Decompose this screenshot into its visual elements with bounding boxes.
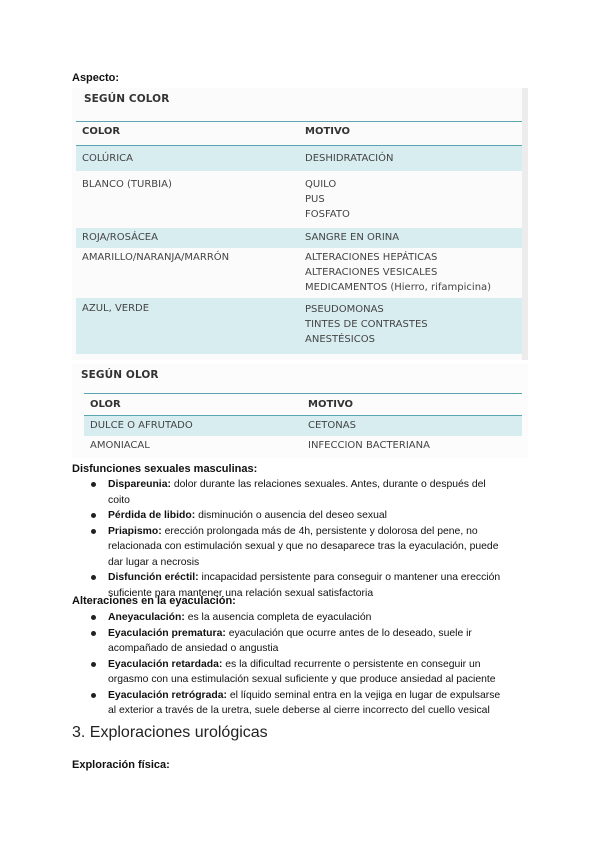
motivo-cell: MEDICAMENTOS (Hierro, rifampicina) (305, 282, 492, 293)
color-cell: ROJA/ROSÁCEA (82, 232, 158, 243)
motivo-cell: INFECCION BACTERIANA (308, 440, 430, 451)
list-item (88, 626, 508, 657)
table-row (76, 248, 522, 298)
odor-table (72, 364, 528, 458)
item-text: erección prolongada más de 4h, persistente y dolorosa del pene, no relacionada con estimulación sexual y que no desaparece tras la eyaculación, puede dar lugar a necrosis (108, 525, 499, 568)
item-term: Aneyaculación: (108, 612, 185, 623)
table-row (76, 228, 522, 248)
item-term: Eyaculación prematura: (108, 627, 226, 639)
item-text: es la ausencia completa de eyaculación (184, 612, 372, 623)
bullet-icon (91, 513, 96, 518)
item-text: es la dificultad recurrente o persistente en conseguir un orgasmo con una estimulación sexual suficiente y que produce ansiedad al paciente (108, 658, 496, 685)
list-item (88, 610, 508, 626)
table-row (76, 146, 522, 171)
bullet-icon (91, 662, 96, 667)
item-text: el líquido seminal entra en la vejiga en lugar de expulsarse al exterior a través de la uretra, suele deberse al cierre incorrecto del cuello vesical (108, 689, 501, 716)
motivo-cell: DESHIDRATACIÓN (305, 153, 394, 164)
motivo-cell: CETONAS (308, 420, 356, 431)
bullet-icon (91, 615, 96, 620)
item-term: Priapismo: (108, 525, 162, 537)
header-top-line (76, 121, 522, 122)
header-top-line (84, 393, 522, 394)
olor-header: OLOR (90, 399, 121, 410)
table-row (84, 416, 522, 436)
item-term: Pérdida de libido: (108, 510, 196, 521)
eyaculacion-list (88, 610, 508, 719)
odor-table-title: SEGÚN OLOR (81, 369, 159, 381)
motivo-cell: ALTERACIONES HEPÁTICAS (305, 252, 438, 263)
color-cell: AMARILLO/NARANJA/MARRÓN (82, 252, 230, 263)
item-term: Eyaculación retrógrada: (108, 689, 227, 701)
disfunciones-title: Disfunciones sexuales masculinas: (72, 463, 258, 475)
bullet-icon (91, 631, 96, 636)
list-item (88, 477, 508, 508)
item-term: Disfunción eréctil: (108, 572, 199, 583)
motivo-cell: PUS (305, 194, 325, 205)
motivo-cell: PSEUDOMONAS (305, 304, 384, 315)
list-item (88, 657, 508, 688)
olor-cell: DULCE O AFRUTADO (90, 420, 193, 431)
item-text: eyaculación que ocurre antes de lo deseado, suele ir acompañado de ansiedad o angustia (108, 627, 472, 654)
item-term: Eyaculación retardada: (108, 658, 223, 670)
color-cell: COLÚRICA (82, 153, 133, 164)
motivo-cell: ANESTÉSICOS (305, 334, 375, 345)
bullet-icon (91, 693, 96, 698)
motivo-header: MOTIVO (305, 126, 351, 137)
aspecto-label: Aspecto: (72, 72, 120, 84)
list-item (88, 688, 508, 719)
table-row (76, 298, 522, 354)
section-heading: 3. Exploraciones urológicas (72, 724, 268, 741)
table-row (76, 171, 522, 228)
motivo-cell: QUILO (305, 179, 337, 190)
motivo-cell: ALTERACIONES VESICALES (305, 267, 438, 278)
bullet-icon (91, 529, 96, 534)
color-table-title: SEGÚN COLOR (84, 93, 170, 105)
item-text: dolor durante las relaciones sexuales. Antes, durante o después del coito (108, 479, 486, 506)
motivo-cell: SANGRE EN ORINA (305, 232, 400, 243)
list-item (88, 524, 508, 571)
item-term: Dispareunia: (108, 479, 171, 490)
color-cell: BLANCO (TURBIA) (82, 179, 172, 190)
item-text: disminución o ausencia del deseo sexual (195, 510, 387, 521)
motivo-header: MOTIVO (308, 399, 354, 410)
table-row (84, 436, 522, 456)
color-cell: AZUL, VERDE (82, 303, 150, 314)
list-item (88, 508, 508, 524)
table-edge-shadow (522, 88, 528, 360)
exploracion-fisica-label: Exploración física: (72, 759, 170, 771)
bullet-icon (91, 575, 96, 580)
item-text: incapacidad persistente para conseguir o mantener una erección suficiente para mantener una relación sexual satisfactoria (108, 572, 501, 599)
bullet-icon (91, 482, 96, 487)
motivo-cell: FOSFATO (305, 209, 350, 220)
disfunciones-list (88, 477, 508, 601)
motivo-cell: TINTES DE CONTRASTES (305, 319, 428, 330)
color-header: COLOR (82, 126, 121, 137)
eyaculacion-title: Alteraciones en la eyaculación: (72, 595, 236, 607)
color-table (72, 88, 528, 360)
olor-cell: AMONIACAL (90, 440, 150, 451)
